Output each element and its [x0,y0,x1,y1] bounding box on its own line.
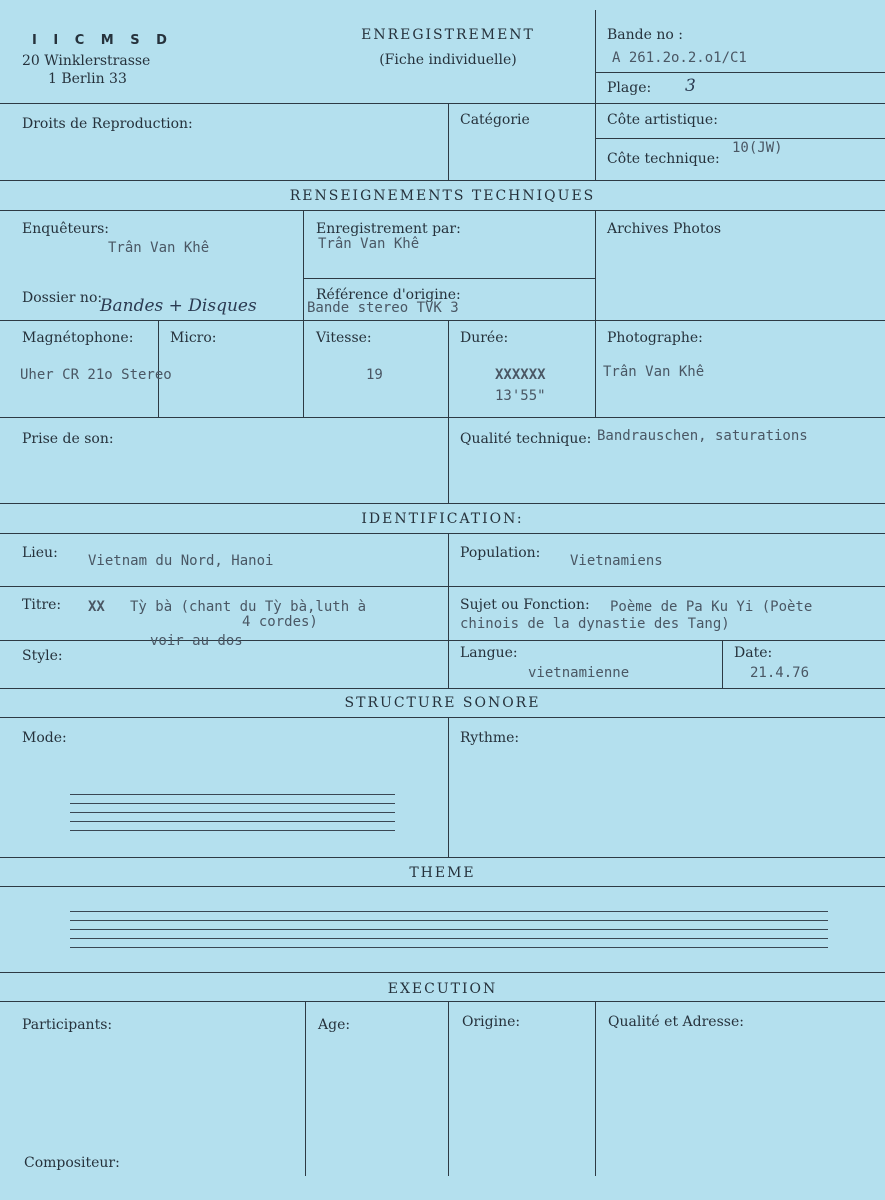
rule [448,320,449,503]
rule [0,1001,885,1002]
rule [0,320,885,321]
titre-label: Titre: [22,597,62,613]
plage-value: 3 [685,76,696,96]
rule [595,1001,596,1176]
micro-label: Micro: [170,330,217,346]
form-subtitle: (Fiche individuelle) [379,52,517,68]
cote-technique-value: 10(JW) [732,140,783,156]
age-label: Age: [318,1017,351,1033]
prise-de-son-label: Prise de son: [22,431,114,447]
rule [595,103,596,180]
origine-label: Origine: [462,1014,521,1030]
rule [0,857,885,858]
rule [0,503,885,504]
rythme-label: Rythme: [460,730,520,746]
section-technical-title: RENSEIGNEMENTS TECHNIQUES [289,188,596,204]
dossier-value: Bandes + Disques [100,296,257,316]
langue-label: Langue: [460,645,518,661]
org-city: 1 Berlin 33 [48,71,127,87]
sujet-value-line1: Poème de Pa Ku Yi (Poète [610,599,813,615]
rule [0,688,885,689]
photographe-value: Trân Van Khê [603,364,705,380]
population-label: Population: [460,545,541,561]
mode-label: Mode: [22,730,67,746]
rule [0,586,885,587]
section-execution-title: EXECUTION [387,981,498,997]
vitesse-label: Vitesse: [316,330,372,346]
rule [448,717,449,857]
rule [0,886,885,887]
rule [448,1001,449,1176]
vitesse-value: 19 [366,367,383,383]
rule [0,972,885,973]
magnetophone-label: Magnétophone: [22,330,134,346]
org-street: 20 Winklerstrasse [22,53,151,69]
population-value: Vietnamiens [570,553,663,569]
qualite-adresse-label: Qualité et Adresse: [608,1014,744,1030]
date-value: 21.4.76 [750,665,810,681]
style-label: Style: [22,648,63,664]
rule [595,138,885,139]
style-value: voir au dos [150,633,243,649]
cote-artistique-label: Côte artistique: [607,112,718,128]
rule [303,210,304,417]
rule [0,640,885,641]
org-logo: I I C M S D [32,33,173,48]
form-title: ENREGISTREMENT [361,27,535,43]
titre-value-line1: Tỳ bà (chant du Tỳ bà,luth à [130,599,367,615]
rule [0,180,885,181]
dossier-label: Dossier no: [22,290,103,306]
rule [448,533,449,688]
rule [448,103,449,180]
enqueteurs-value: Trân Van Khê [108,240,210,256]
droits-label: Droits de Reproduction: [22,116,193,132]
magnetophone-value: Uher CR 21o Stereo [20,367,172,383]
section-theme-title: THEME [409,865,476,881]
enregistrement-label: Enregistrement par: [316,221,461,237]
rule [0,533,885,534]
section-structure-title: STRUCTURE SONORE [344,695,541,711]
duree-struck: XXXXXX [495,367,546,383]
langue-value: vietnamienne [528,665,630,681]
bande-label: Bande no : [607,27,683,43]
participants-label: Participants: [22,1017,113,1033]
archives-photos-label: Archives Photos [607,221,722,237]
lieu-value: Vietnam du Nord, Hanoi [88,553,274,569]
sujet-label: Sujet ou Fonction: [460,597,590,613]
rule [595,72,885,73]
date-label: Date: [734,645,773,661]
rule [595,210,596,417]
plage-label: Plage: [607,80,652,96]
rule [305,1001,306,1176]
qualite-technique-label: Qualité technique: [460,431,592,447]
enqueteurs-label: Enquêteurs: [22,221,110,237]
titre-struck: XX [88,599,105,615]
photographe-label: Photographe: [607,330,703,346]
lieu-label: Lieu: [22,545,58,561]
section-identification-title: IDENTIFICATION: [361,511,524,527]
duree-value: 13'55" [495,388,546,404]
qualite-technique-value: Bandrauschen, saturations [597,428,808,444]
rule [722,640,723,688]
titre-value-line2: 4 cordes) [242,614,318,630]
rule [0,210,885,211]
duree-label: Durée: [460,330,509,346]
rule [303,278,595,279]
rule [0,103,885,104]
cote-technique-label: Côte technique: [607,151,720,167]
rule [0,717,885,718]
compositeur-label: Compositeur: [24,1155,120,1171]
categorie-label: Catégorie [460,112,530,128]
reference-value: Bande stereo TVK 3 [307,300,459,316]
sujet-value-line2: chinois de la dynastie des Tang) [460,616,730,632]
reference-label: Référence d'origine: [316,287,461,303]
rule [0,417,885,418]
bande-value: A 261.2o.2.o1/C1 [612,50,747,66]
enregistrement-value: Trân Van Khê [318,236,420,252]
